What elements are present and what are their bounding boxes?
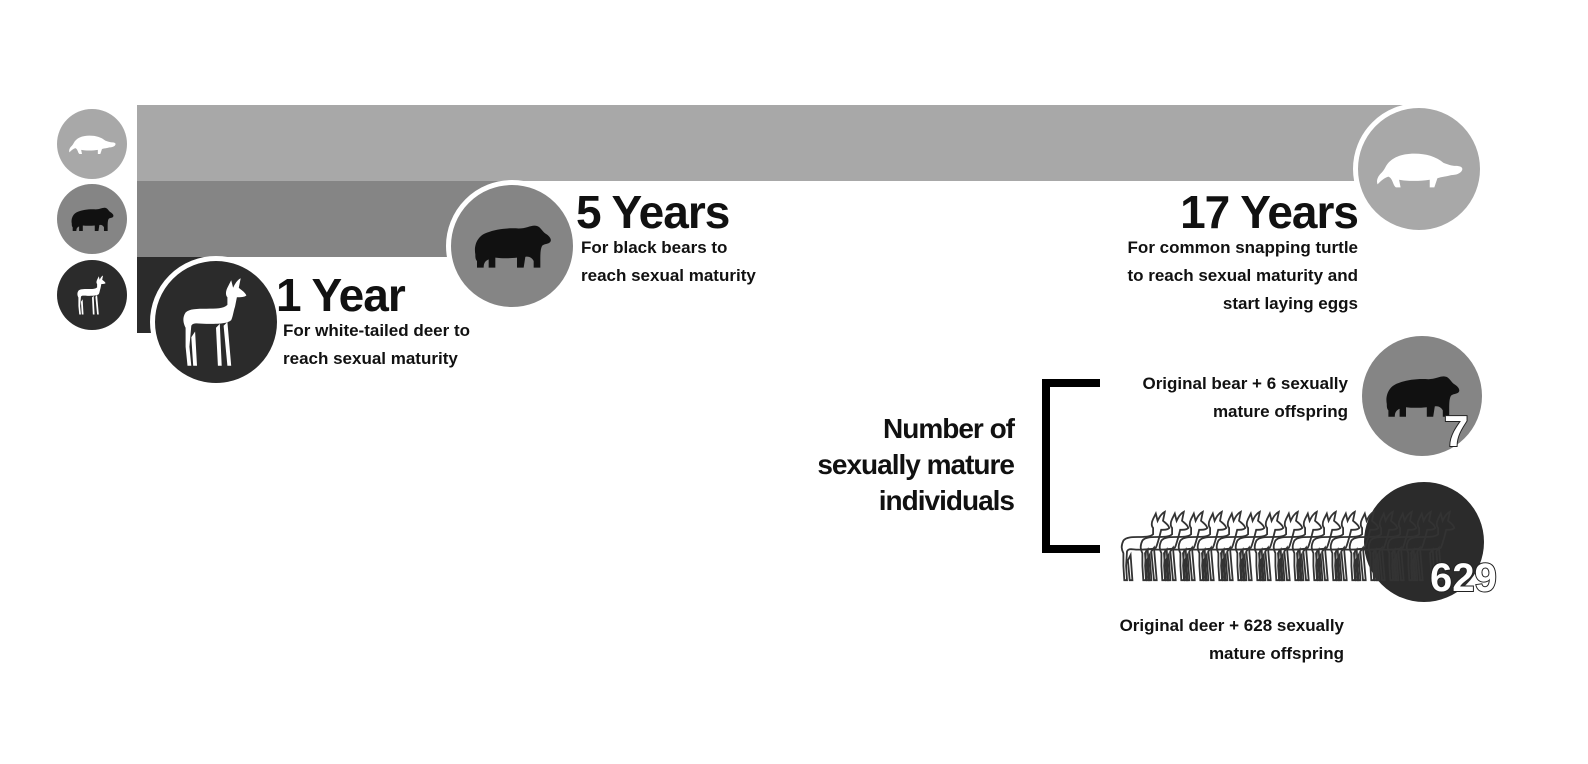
turtle-desc-line: For common snapping turtle xyxy=(1127,238,1358,257)
bear-count-line: mature offspring xyxy=(1212,402,1348,421)
bear-count-text xyxy=(1142,370,1348,426)
bear-desc-line: reach sexual maturity xyxy=(581,266,756,285)
turtle-desc-line: to reach sexual maturity and xyxy=(1127,266,1358,285)
individuals-title-line: individuals xyxy=(878,485,1014,516)
deer-desc-line: reach sexual maturity xyxy=(283,349,458,368)
deer-description xyxy=(283,317,470,373)
deer-herd xyxy=(1114,508,1464,584)
deer-count: 629 xyxy=(1430,556,1497,600)
bear-years-label: 5 Years xyxy=(576,186,730,238)
bear-description xyxy=(581,234,756,290)
bear-count: 7 xyxy=(1444,407,1469,456)
turtle-desc-line: start laying eggs xyxy=(1222,294,1358,313)
deer-icon xyxy=(57,260,127,330)
bear-icon xyxy=(446,180,578,312)
individuals-title-line: Number of xyxy=(883,413,1014,444)
deer-icon xyxy=(150,256,282,388)
individuals-title xyxy=(817,411,1014,519)
turtle-description xyxy=(1127,234,1358,318)
bar-common-snapping-turtle xyxy=(137,105,1414,181)
bear-desc-line: For black bears to xyxy=(581,238,728,257)
deer-desc-line: For white-tailed deer to xyxy=(283,321,471,340)
turtle-icon xyxy=(1353,103,1485,235)
individuals-title-line: sexually mature xyxy=(817,449,1014,480)
turtle-years-label: 17 Years xyxy=(1180,186,1358,238)
bracket xyxy=(1042,379,1100,553)
deer-count-line: Original deer + 628 sexually xyxy=(1119,616,1344,635)
bear-icon xyxy=(57,184,127,254)
turtle-icon xyxy=(57,109,127,179)
deer-years-label: 1 Year xyxy=(276,269,405,321)
bear-count-line: Original bear + 6 sexually xyxy=(1142,374,1348,393)
deer-count-text xyxy=(1120,612,1344,668)
deer-count-line: mature offspring xyxy=(1208,644,1344,663)
